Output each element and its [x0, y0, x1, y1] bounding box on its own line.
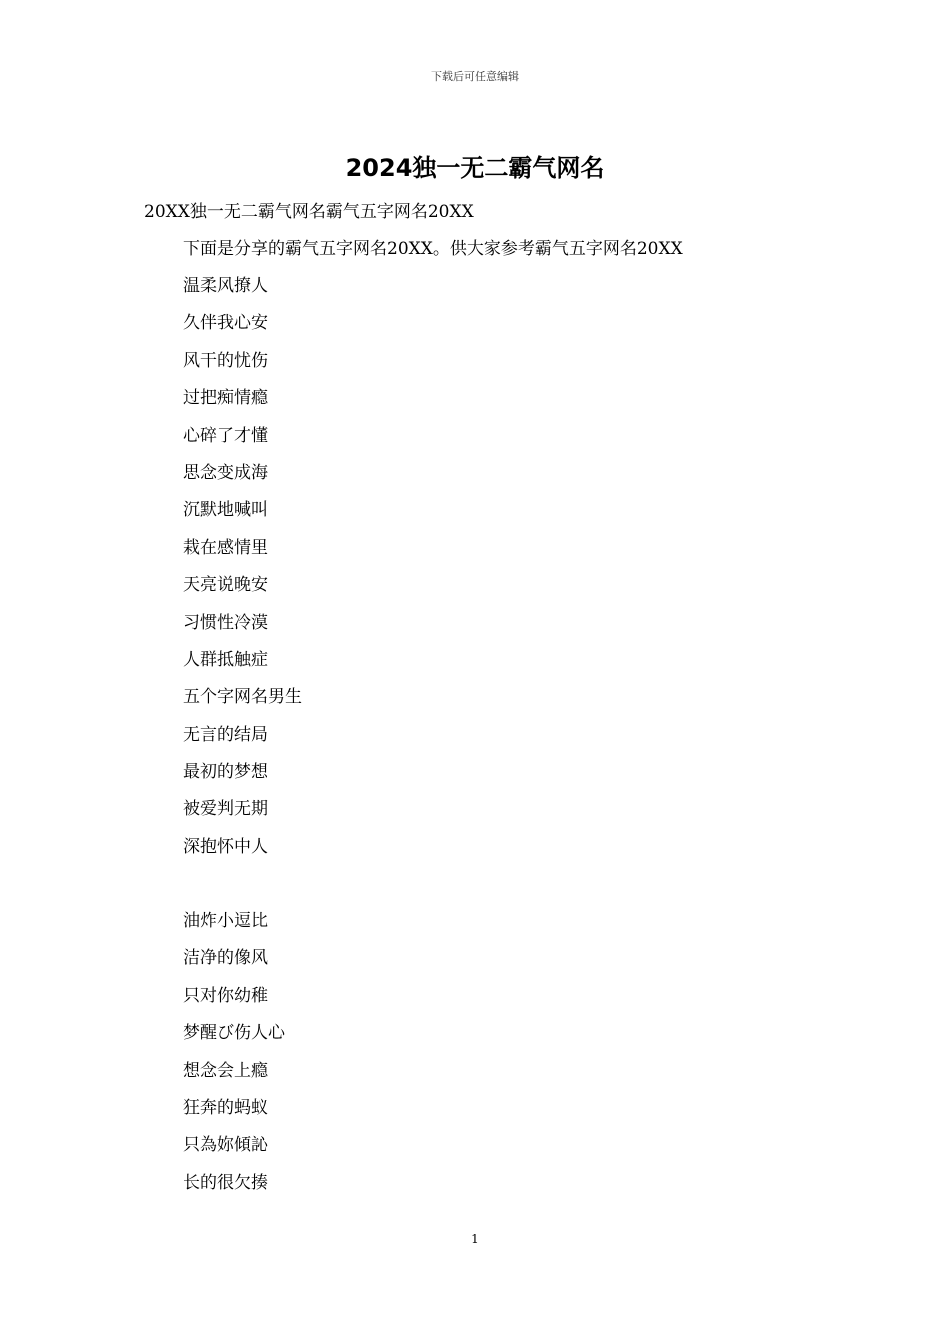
list-item: 油炸小逗比: [183, 911, 268, 931]
list-item: 天亮说晚安: [183, 575, 268, 596]
list-item: 梦醒び伤人心: [183, 1023, 285, 1044]
list-item: 久伴我心安: [183, 313, 268, 334]
list-item: 只对你幼稚: [183, 985, 268, 1006]
intro-paragraph: 下面是分享的霸气五字网名20XX。供大家参考霸气五字网名20XX: [183, 239, 683, 259]
document-title: 2024独一无二霸气网名: [345, 154, 605, 182]
list-item: 人群抵触症: [183, 649, 268, 670]
list-item: 栽在感情里: [183, 537, 268, 558]
list-item: 心碎了才懂: [183, 425, 268, 446]
list-item: 五个字网名男生: [183, 687, 302, 708]
name-list-group-2: [183, 908, 285, 1207]
list-item: 长的很欠揍: [183, 1172, 268, 1193]
list-item: 风干的忧伤: [183, 350, 268, 371]
list-item: 被爱判无期: [183, 799, 268, 820]
list-item: 温柔风撩人: [183, 276, 268, 296]
list-item: 过把痴情瘾: [183, 388, 268, 409]
list-item: 想念会上瘾: [183, 1060, 268, 1081]
list-item: 深抱怀中人: [183, 836, 268, 857]
page-number: 1: [471, 1232, 479, 1246]
list-item: 沉默地喊叫: [183, 500, 268, 521]
list-item: 狂奔的蚂蚁: [183, 1097, 268, 1118]
list-item: 思念变成海: [183, 462, 268, 483]
document-subtitle: 20XX独一无二霸气网名霸气五字网名20XX: [144, 202, 474, 222]
list-item: 无言的结局: [183, 724, 268, 745]
list-item: 洁净的像风: [183, 948, 268, 969]
header-note: 下载后可任意编辑: [431, 70, 519, 83]
name-list-group-1: [183, 273, 302, 871]
list-item: 最初的梦想: [183, 762, 268, 783]
list-item: 只為妳傾訫: [183, 1135, 268, 1156]
list-item: 习惯性冷漠: [183, 612, 268, 633]
